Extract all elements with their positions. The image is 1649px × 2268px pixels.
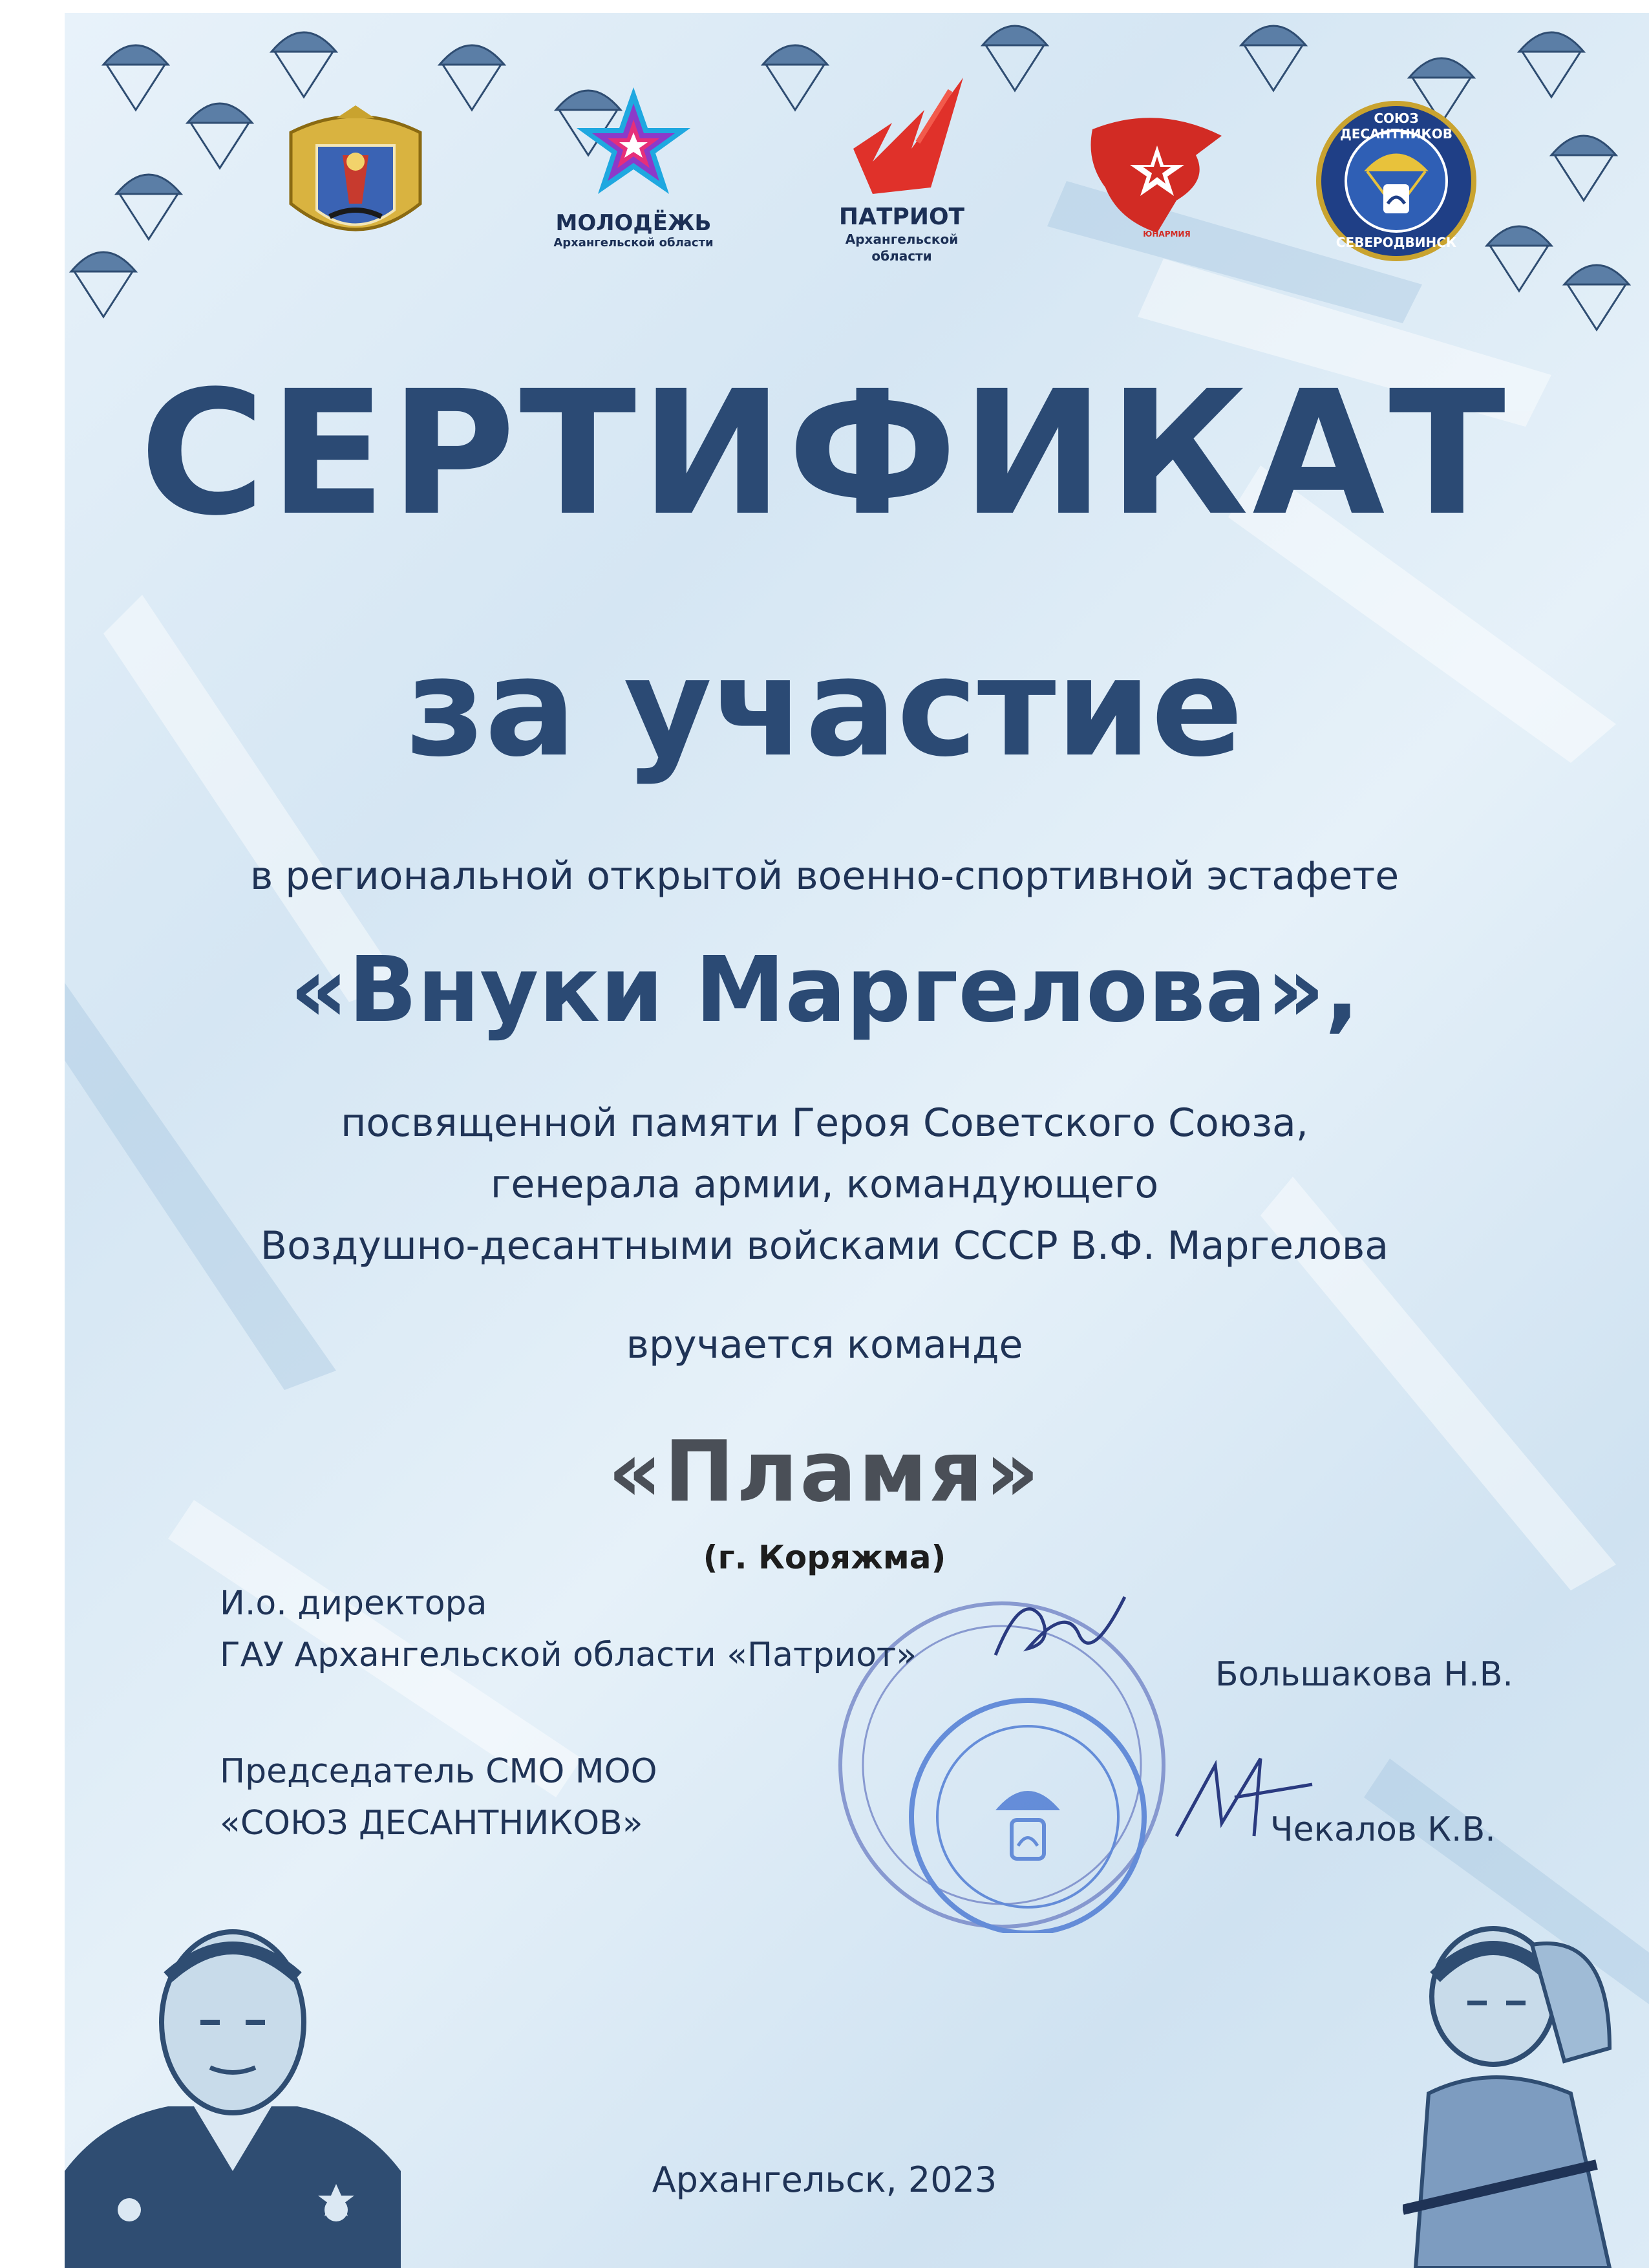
event-name: «Внуки Маргелова»,: [290, 937, 1359, 1043]
yunarmia-eagle-logo: [1080, 110, 1228, 239]
signatory-2-role-line-1: Председатель СМО МОО: [220, 1752, 657, 1791]
patriot-logo: [834, 71, 976, 207]
patriot-logo-title: ПАТРИОТ: [838, 204, 965, 230]
event-intro-text: в региональной открытой военно-спортивной эстафете: [250, 853, 1399, 899]
dedication-line-1: посвященной памяти Героя Советского Союза,: [341, 1100, 1308, 1146]
signatory-2-role-line-2: «СОЮЗ ДЕСАНТНИКОВ»: [220, 1804, 643, 1843]
general-portrait-illustration: [65, 1899, 401, 2268]
dedication-line-3: Воздушно-десантными войсками СССР В.Ф. Маргелова: [260, 1223, 1389, 1268]
team-city: (г. Коряжма): [703, 1539, 946, 1576]
director-signature: [983, 1578, 1138, 1681]
youth-logo-title: МОЛОДЁЖЬ: [555, 210, 712, 236]
yunarmia-logo-caption: ЮНАРМИЯ: [1143, 230, 1191, 239]
footer-city-year: Архангельск, 2023: [652, 2159, 997, 2200]
signatory-1-role-line-2: ГАУ Архангельской области «Патриот»: [220, 1636, 917, 1674]
arkhangelsk-coat-of-arms-logo: [271, 94, 440, 262]
dedication-text: [0, 1093, 1649, 1277]
awarded-to-text: вручается команде: [626, 1322, 1023, 1367]
team-name: «Пламя»: [608, 1422, 1041, 1521]
youth-star-logo: [569, 78, 698, 207]
union-emblem-bottom-text: СЕВЕРОДВИНСК: [1335, 235, 1457, 250]
youth-logo-subtitle: Архангельской области: [553, 236, 714, 250]
paratrooper-illustration: [1403, 1906, 1622, 2268]
dedication-line-2: генерала армии, командующего: [490, 1162, 1159, 1207]
signatory-1-name: Большакова Н.В.: [1215, 1655, 1513, 1694]
certificate-title: СЕРТИФИКАТ: [139, 354, 1510, 553]
signatory-2-role: [220, 1746, 657, 1849]
patriot-logo-subtitle-2: области: [871, 248, 932, 264]
patriot-logo-subtitle-1: Архангельской: [845, 231, 959, 247]
signatory-2-name: Чекалов К.В.: [1270, 1810, 1496, 1849]
certificate-subtitle: за участие: [405, 628, 1244, 787]
union-emblem-top-text: СОЮЗ ДЕСАНТНИКОВ: [1339, 111, 1453, 142]
paratroopers-union-emblem: [1315, 100, 1477, 262]
signatory-1-role-line-1: И.о. директора: [220, 1584, 487, 1623]
signatory-1-role: [220, 1578, 917, 1681]
